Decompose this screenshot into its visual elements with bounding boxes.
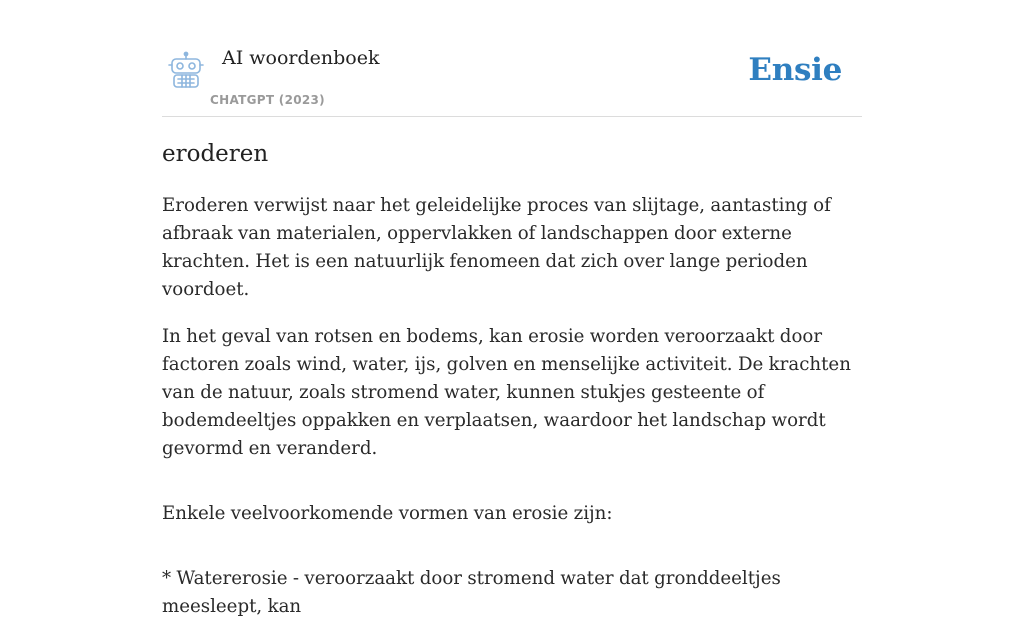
definition-list-item: * Watererosie - veroorzaakt door stromend water dat gronddeeltjes meesleept, kan	[162, 568, 781, 617]
definition-paragraph: Eroderen verwijst naar het geleidelijke proces van slijtage, aantasting of afbraak van materialen, oppervlakken of landschappen door externe krachten. Het is een natuurlijk fenomeen dat zich over lange perioden voordoet.	[162, 195, 831, 300]
definition-paragraph: In het geval van rotsen en bodems, kan erosie worden veroorzaakt door factoren zoals wind, water, ijs, golven en menselijke activiteit. De krachten van de natuur, zoals stromend water, kunnen stukjes gesteente of bodemdeeltjes oppakken en verplaatsen, waardoor het landschap wordt gevormd en veranderd.	[162, 326, 851, 459]
entry-term: eroderen	[162, 141, 269, 167]
robot-icon	[166, 52, 206, 90]
ensie-logo[interactable]: Ensie	[748, 52, 842, 88]
entry-definition	[162, 192, 862, 640]
definition-paragraph: Enkele veelvoorkomende vormen van erosie zijn:	[162, 503, 613, 524]
source-name-link[interactable]: AI woordenboek	[222, 47, 380, 69]
source-header	[162, 40, 862, 117]
source-year: CHATGPT (2023)	[210, 93, 325, 107]
